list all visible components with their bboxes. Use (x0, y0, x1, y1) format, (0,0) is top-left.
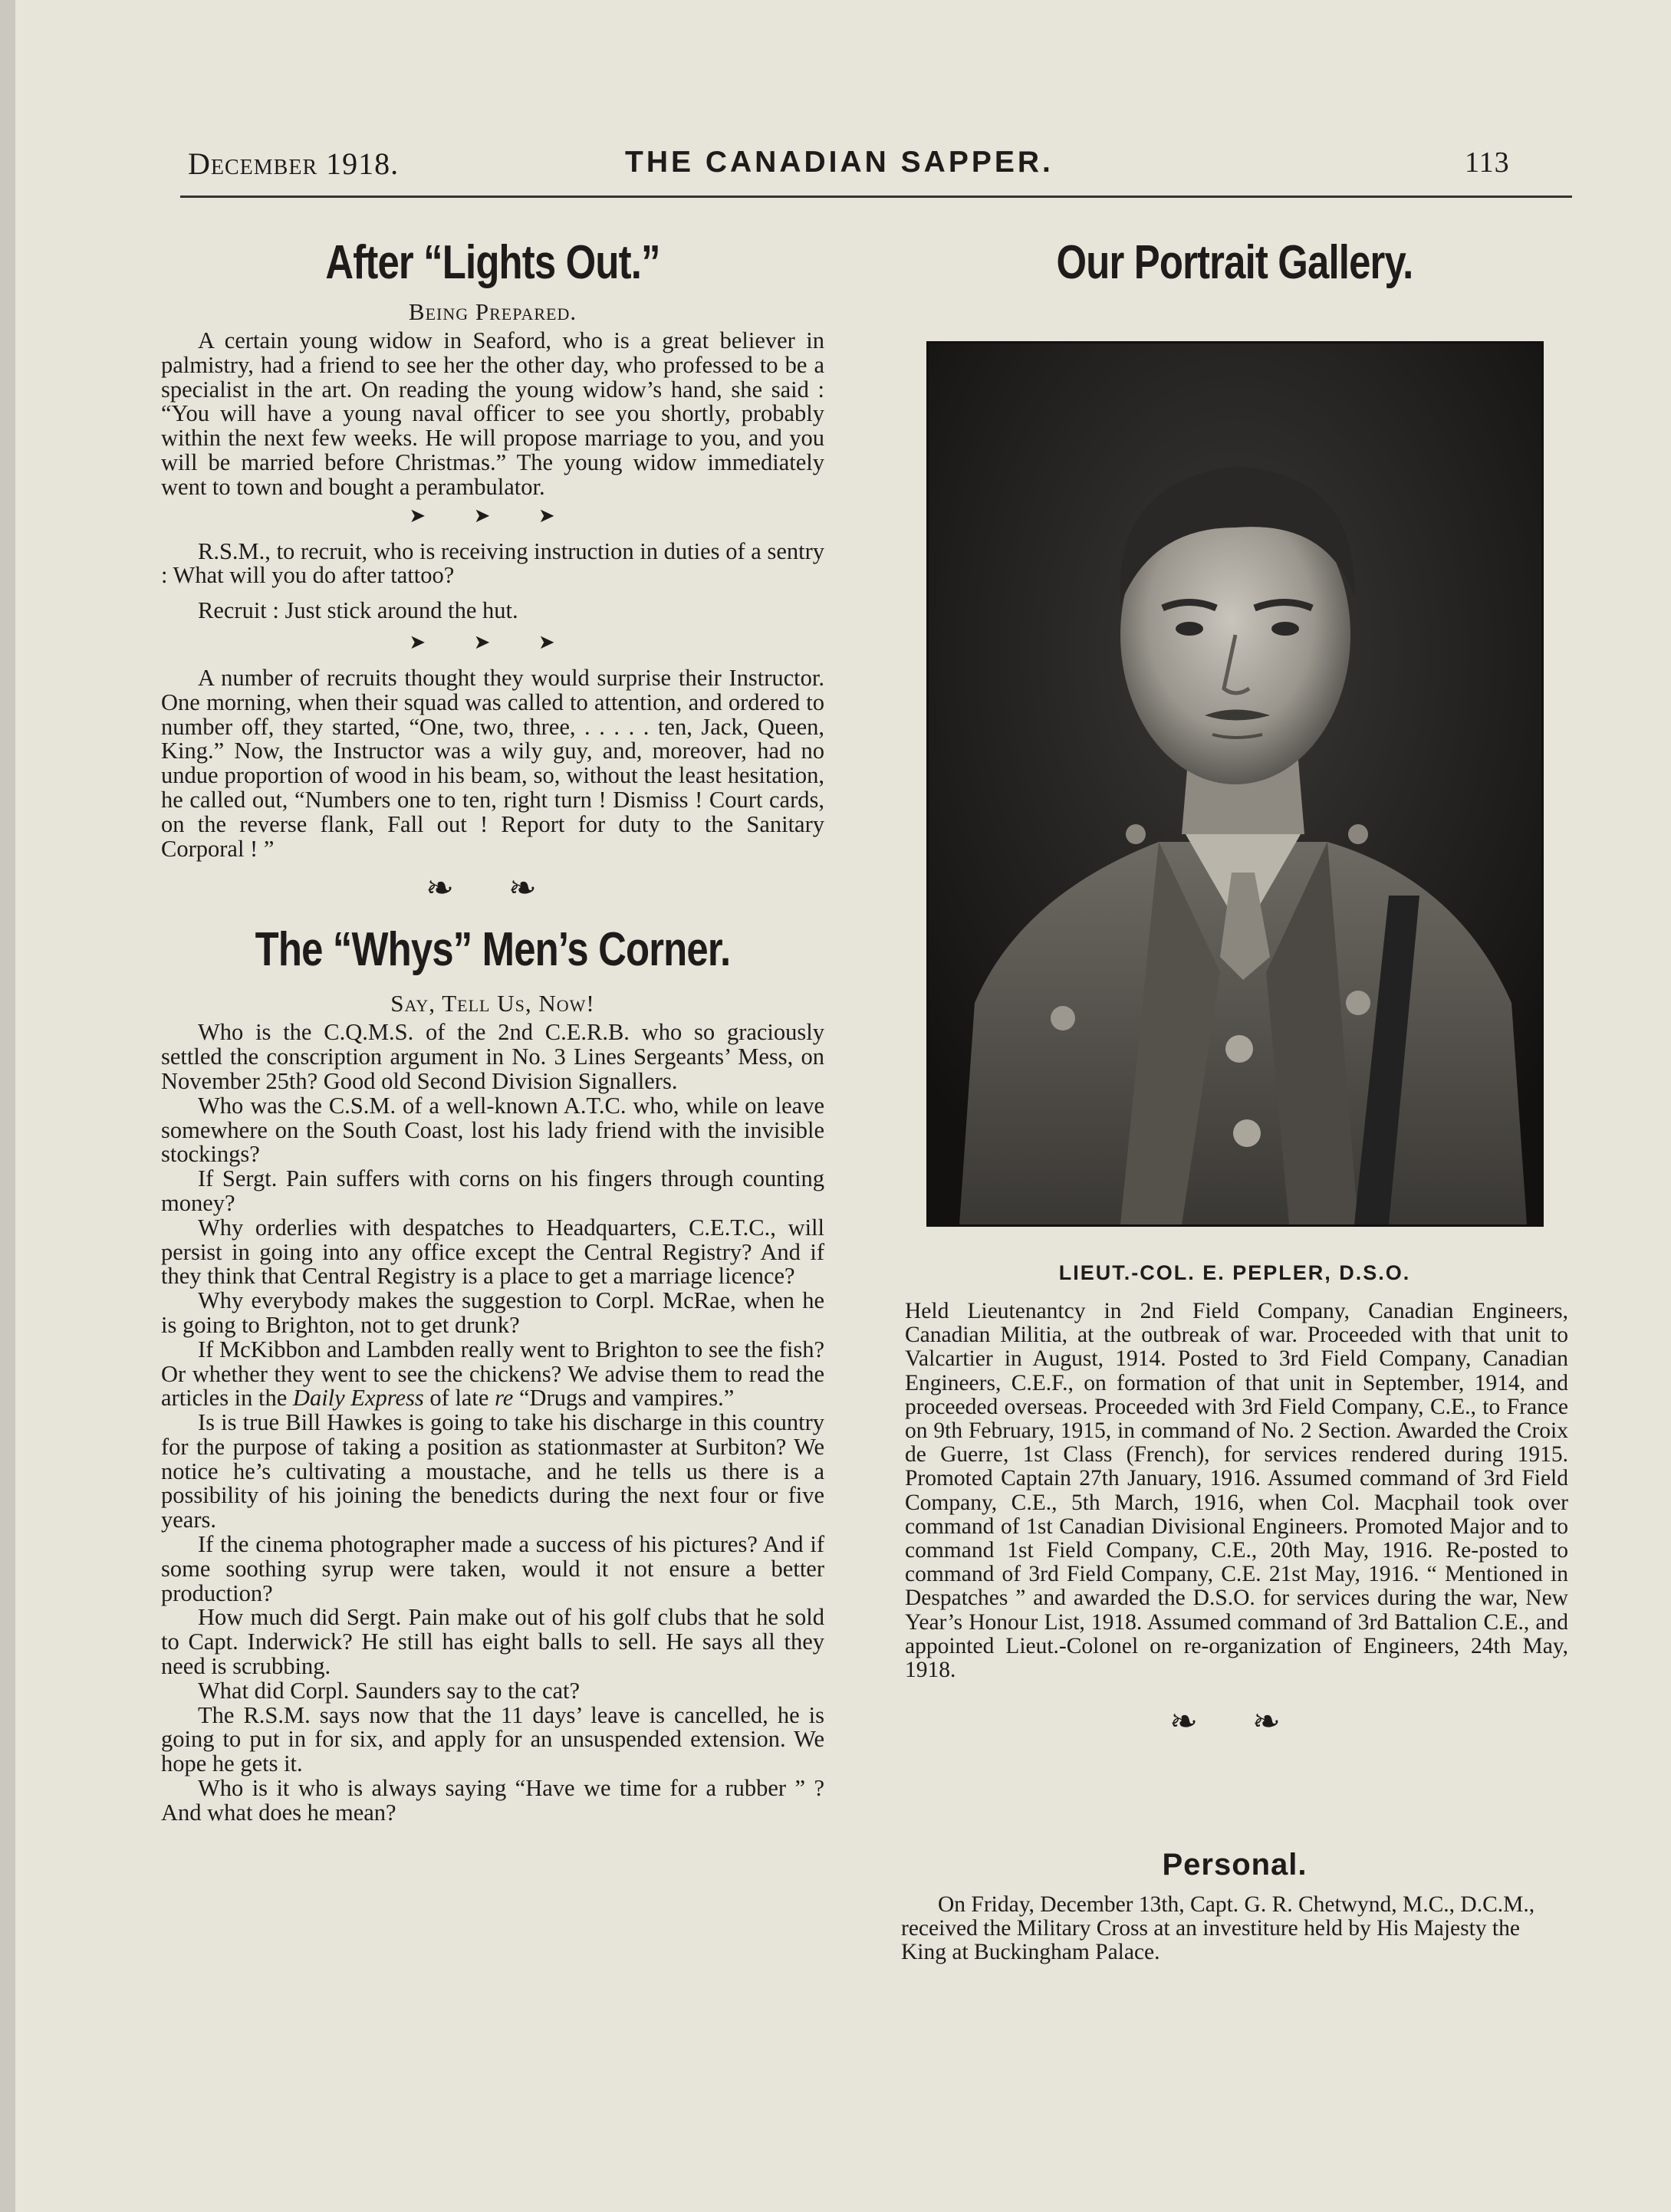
whys-para: Why orderlies with despatches to Headquarters, C.E.T.C., will persist in going into any office except the Central Registry? And if they think that Central Registry is a place to get a marriage licence? (161, 1214, 824, 1290)
magazine-page (15, 0, 1671, 2212)
whys-para: Who is the C.Q.M.S. of the 2nd C.E.R.B. who so graciously settled the conscription argument in No. 3 Lines Sergeants’ Mess, on November 25th? Good old Second Division Signallers. (161, 1019, 824, 1094)
whys-para: What did Corpl. Saunders say to the cat? (198, 1677, 581, 1704)
personal-title: Personal. (1162, 1848, 1308, 1882)
header-title: THE CANADIAN SAPPER. (625, 146, 1054, 179)
portrait-biography (905, 1300, 1568, 1747)
header-rule (180, 196, 1572, 198)
mckibbon-text: If McKibbon and Lambden really went to Brighton to see the fish? Or whether they went to see the chickens? We advise them to read the articles in the (161, 1336, 824, 1412)
page-number: 113 (1465, 146, 1510, 179)
arrow-ornament: ➤ ➤ ➤ (409, 630, 577, 653)
biography-text: Held Lieutenantcy in 2nd Field Company, Canadian Engineers, Canadian Militia, at the outbreak of war. Proceeded with that unit to Valcartier in August, 1914. Posted to 3rd Field Company, Canadian Engineers, C.E.F., on formation of that unit in September, 1914, and proceeded overseas. Proceeded with 3rd Field Company, C.E., to France on 9th February, 1915, in command of No. 2 Section. Awarded the Croix de Guerre, 1st Class (French), for services rendered during 1915. Promoted Captain 27th January, 1916. Assumed command of 3rd Field Company, C.E., 5th March, 1916, when Col. Macphail took over command of 1st Canadian Divisional Engineers. Promoted Major and to command 1st Field Company, C.E., 20th May, 1916. Re-posted to command of 3rd Field Company, C.E. 21st May, 1916. “ Mentioned in Despatches ” and awarded the D.S.O. for services during the war, New Year’s Honour List, 1918. Assumed command of 3rd Battalion C.E., and appointed Lieut.-Colonel on re-organization of Engineers, 24th May, 1918. (905, 1299, 1568, 1683)
whys-para: If Sergt. Pain suffers with corns on his fingers through counting money? (161, 1165, 824, 1216)
portrait-gallery-title: Our Portrait Gallery. (1056, 236, 1413, 289)
whys-para: Is is true Bill Hawkes is going to take his discharge in this country for the purpose of taking a position as stationmaster at Surbiton? We notice he’s cultivating a moustache, and he tells us there is a possibility of his joining the benedicts during the next four or five years. (161, 1409, 824, 1533)
leaf-ornament: ❧ ❧ (1169, 1703, 1304, 1741)
re-word: re (495, 1385, 514, 1412)
lights-out-subtitle: Being Prepared. (408, 298, 577, 325)
mckibbon-text: “Drugs and vampires.” (513, 1385, 735, 1412)
lights-out-para-recruits: A number of recruits thought they would surprise their Instructor. One morning, when their squad was called to attention, and ordered to number off, they started, “One, two, three, . . . . . ten, Jack, Queen, King.” Now, the Instructor was a wily guy, and, moreover, had no undue proportion of wood in his beam, so, without the least hesitation, he called out, “Numbers one to ten, right turn ! Dismiss ! Court cards, on the reverse flank, Fall out ! Report for duty to the Sanitary Corporal ! ” (161, 664, 824, 862)
lights-out-title: After “Lights Out.” (325, 236, 660, 289)
officer-portrait-image (929, 343, 1541, 1224)
lights-out-para-rsm: R.S.M., to recruit, who is receiving instruction in duties of a sentry : What will you do after tattoo? (161, 537, 824, 589)
personal-section (901, 1848, 1568, 1964)
left-column (161, 234, 824, 1826)
whys-para: How much did Sergt. Pain make out of his golf clubs that he sold to Capt. Inderwick? He still has eight balls to sell. He says all they need is scrubbing. (161, 1604, 824, 1680)
mckibbon-text: of late (423, 1385, 495, 1412)
whys-para: If the cinema photographer made a success of his pictures? And if some soothing syrup were taken, would it not ensure a better production? (161, 1531, 824, 1606)
personal-text: On Friday, December 13th, Capt. G. R. Chetwynd, M.C., D.C.M., received the Military Cross at an investiture held by His Majesty the King at Buckingham Palace. (901, 1892, 1535, 1964)
arrow-ornament: ➤ ➤ ➤ (409, 504, 577, 527)
lights-out-para-widow: A certain young widow in Seaford, who is a great believer in palmistry, had a friend to see her the other day, who professed to be a specialist in the art. On reading the young widow’s hand, she said : “You will have a young naval officer to see you shortly, probably within the next few weeks. He will propose marriage to you, and you will be married before Christmas.” The young widow immediately went to town and bought a perambulator. (161, 327, 824, 500)
portrait-photo (926, 341, 1544, 1227)
whys-para: Why everybody makes the suggestion to Corpl. McRae, when he is going to Brighton, not to get drunk? (161, 1287, 824, 1338)
whys-para: Who was the C.S.M. of a well-known A.T.C. who, while on leave somewhere on the South Coast, lost his lady friend with the invisible stockings? (161, 1092, 824, 1168)
leaf-ornament: ❧ ❧ (426, 869, 560, 908)
whys-corner-subtitle: Say, Tell Us, Now! (390, 990, 595, 1017)
daily-express-title: Daily Express (292, 1385, 424, 1412)
whys-para: Who is it who is always saying “Have we time for a rubber ” ? And what does he mean? (161, 1775, 824, 1826)
portrait-caption: LIEUT.-COL. E. PEPLER, D.S.O. (1058, 1261, 1411, 1284)
whys-para-mckibbon (161, 1338, 824, 1411)
header-date: December 1918. (188, 146, 400, 181)
right-column (901, 234, 1568, 292)
lights-out-para-recruit: Recruit : Just stick around the hut. (198, 597, 518, 624)
whys-corner-title: The “Whys” Men’s Corner. (255, 923, 731, 977)
whys-para: The R.S.M. says now that the 11 days’ leave is cancelled, he is going to put in for six, and apply for an unsuspended extension. We hope he gets it. (161, 1701, 824, 1777)
